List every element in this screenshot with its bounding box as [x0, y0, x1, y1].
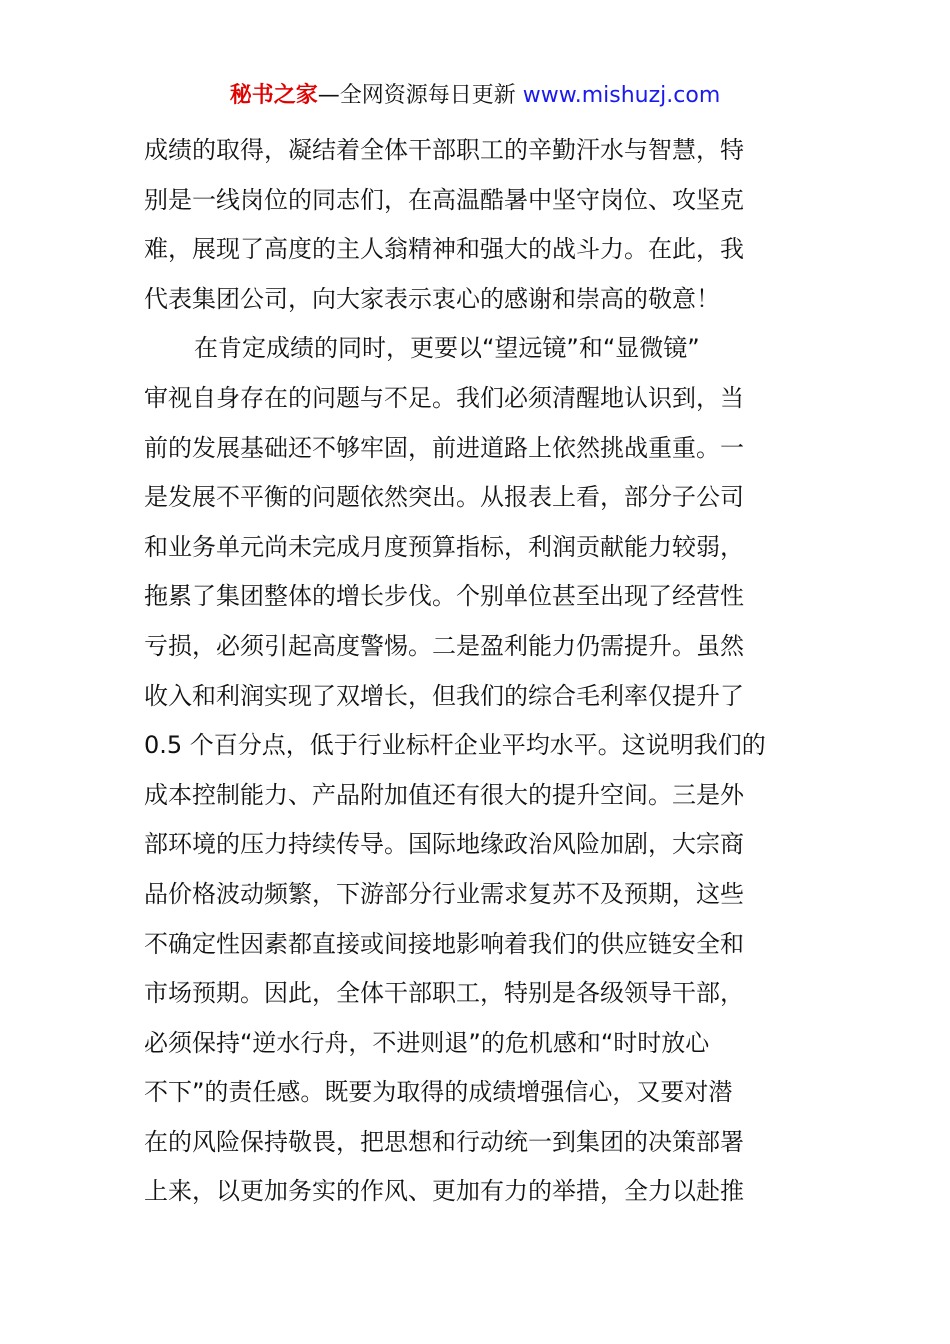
site-tagline: —全网资源每日更新: [317, 83, 523, 108]
text-line: 市场预期。因此，全体干部职工，特别是各级领导干部，: [144, 979, 744, 1008]
text-line: 不确定性因素都直接或间接地影响着我们的供应链安全和: [144, 929, 744, 958]
text-line: 必须保持“逆水行舟，不进则退”的危机感和“时时放心: [144, 1028, 710, 1057]
text-line: 别是一线岗位的同志们，在高温酷暑中坚守岗位、攻坚克: [144, 185, 744, 214]
text-line: 和业务单元尚未完成月度预算指标，利润贡献能力较弱，: [144, 532, 744, 561]
page-header: [0, 80, 950, 112]
text-line: 难，展现了高度的主人翁精神和强大的战斗力。在此，我: [144, 235, 744, 264]
text-line: 部环境的压力持续传导。国际地缘政治风险加剧，大宗商: [144, 830, 744, 859]
text-line: 品价格波动频繁，下游部分行业需求复苏不及预期，这些: [144, 879, 744, 908]
text-line: 代表集团公司，向大家表示衷心的感谢和崇高的敬意！: [144, 284, 720, 313]
text-line: 亏损，必须引起高度警惕。二是盈利能力仍需提升。虽然: [144, 631, 744, 660]
text-line: 收入和利润实现了双增长，但我们的综合毛利率仅提升了: [144, 681, 744, 710]
paragraph-first-line: 在肯定成绩的同时，更要以“望远镜”和“显微镜”: [194, 334, 700, 363]
text-line: 成绩的取得，凝结着全体干部职工的辛勤汗水与智慧，特: [144, 136, 744, 164]
text-line: 不下”的责任感。既要为取得的成绩增强信心，又要对潜: [144, 1078, 733, 1107]
text-line: 拖累了集团整体的增长步伐。个别单位甚至出现了经营性: [144, 582, 744, 611]
text-line: 在的风险保持敬畏，把思想和行动统一到集团的决策部署: [144, 1127, 744, 1156]
site-url-link[interactable]: www.mishuzj.com: [522, 83, 721, 108]
text-line: 0.5 个百分点，低于行业标杆企业平均水平。这说明我们的: [144, 731, 766, 760]
text-line: 审视自身存在的问题与不足。我们必须清醒地认识到，当: [144, 383, 744, 412]
text-line: 上来，以更加务实的作风、更加有力的举措，全力以赴推: [144, 1177, 744, 1206]
text-line: 是发展不平衡的问题依然突出。从报表上看，部分子公司: [144, 483, 744, 512]
site-brand: 秘书之家: [229, 83, 318, 108]
text-line: 前的发展基础还不够牢固，前进道路上依然挑战重重。一: [144, 433, 744, 462]
document-body: [144, 126, 810, 1217]
text-line: 成本控制能力、产品附加值还有很大的提升空间。三是外: [144, 780, 744, 809]
